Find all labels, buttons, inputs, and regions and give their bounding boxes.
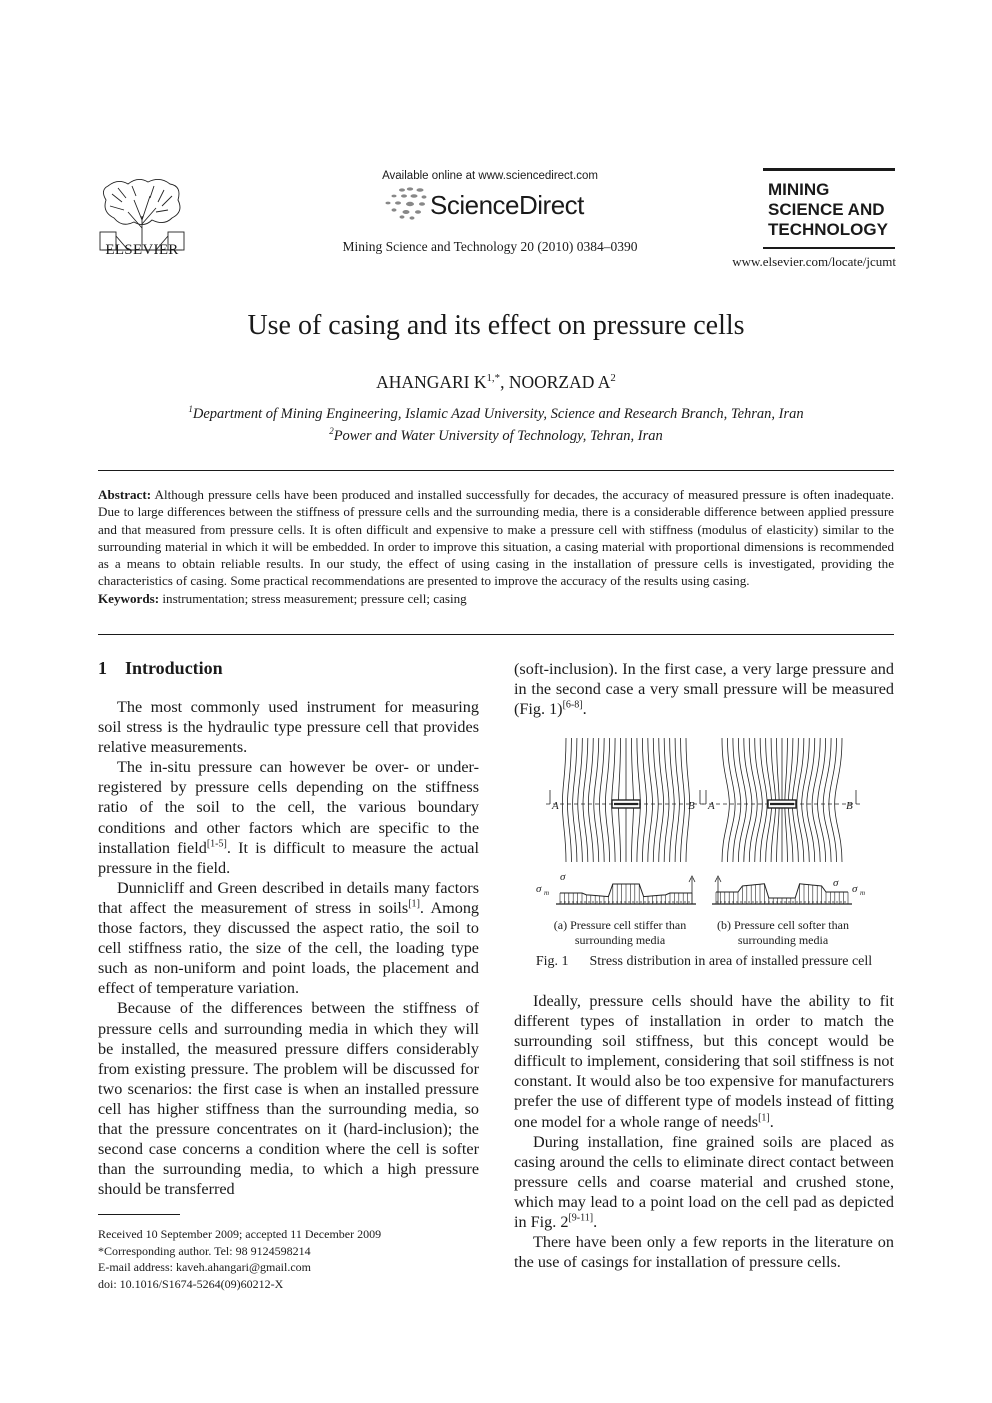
- stress-line: [594, 738, 599, 862]
- available-online-text: Available online at www.sciencedirect.com: [382, 170, 598, 182]
- author-2-sup: 2: [610, 372, 616, 385]
- paragraph: The most commonly used instrument for measuring soil stress is the hydraulic type pressure cell that provides relative measurements.: [98, 698, 479, 757]
- stress-line: [681, 738, 685, 862]
- sciencedirect-wordmark: ScienceDirect: [430, 190, 584, 220]
- paragraph: During installation, fine grained soils are placed as casing around the cells to eliminate direct contact between pressure cells and coarse material and crushed stone, which may lead to a point load on the cell pad as depicted in Fig. 2[9-11].: [514, 1132, 894, 1232]
- stress-line: [562, 738, 566, 862]
- section-heading: 1 Introduction: [98, 658, 223, 678]
- publisher-name: ELSEVIER: [105, 242, 179, 258]
- paragraph: Because of the differences between the stiffness of pressure cells and surrounding media in which they will be installed, the measured pressure differs considerably from existing pressure. The problem will be discussed for two scenarios: the first case is when an installed pressure cell has higher stiffness than the surrounding media, so that the pressure concentrates on it (hard-inclusion); the second case concerns a condition where the cell is softer than the surrounding media, to which a high pressure should be transferred: [98, 999, 479, 1199]
- stress-line: [642, 738, 646, 862]
- stress-line: [583, 738, 588, 862]
- author-2: , NOORZAD A: [500, 372, 611, 392]
- paragraph: The in-situ pressure can however be over- or under-registered by pressure cells depending on the stiffness ratio of the soil to the cell, the various boundary conditions and other factors which are specific to the installation field[1-5]. It is difficult to measure the actual pressure in the field.: [98, 758, 479, 877]
- stress-line: [573, 738, 577, 862]
- figure-1-diagram: [530, 734, 880, 910]
- stress-line: [648, 738, 653, 862]
- sigma-m-subscript: m: [860, 889, 866, 897]
- author-1-sup: 1,*: [486, 372, 501, 385]
- keywords-text: instrumentation; stress measurement; pressure cell; casing: [159, 590, 467, 606]
- abstract-bottom-rule: [98, 634, 894, 635]
- stress-line: [599, 738, 604, 862]
- affiliation-2: $^2$Power and Water University of Technology, Tehran, Iran: [329, 426, 663, 444]
- right-column-top: [514, 659, 894, 719]
- sigma-label: σ: [560, 871, 566, 883]
- right-column-bottom: [514, 991, 894, 1272]
- journal-name-line-3: TECHNOLOGY: [768, 220, 888, 239]
- abstract-text: Although pressure cells have been produced and installed successfully for decades, the accuracy of measured pressure is often inadequate. Due to large differences between the stiffness of pressure cells and the surrounding media, there is a considerable difference between applied pressure and that measured from pressure cells. It is often difficult and expensive to make a pressure cell with stiffness (modulus of elasticity) similar to the surrounding material in which it will be embedded. In order to improve this situation, a casing material with proportional dimensions is recommended as a means to obtain reliable results. In our study, the effect of using casing in the installation of pressure cells is investigated, providing the characteristics of casing. Some practical recommendations are presented to improve the accuracy of the results using casing.: [98, 487, 894, 589]
- abstract-label: Abstract:: [98, 487, 152, 502]
- section-label-a: A: [552, 800, 559, 812]
- sigma-m-label: σ: [536, 883, 542, 895]
- paragraph: Ideally, pressure cells should have the ability to fit different types of installation in order to match the surrounding soil stiffness, but this concept would be difficult to implement, considering that soil stiffness is not constant. It would also be too expensive for manufacturers prefer the use of different type of models instead of fitting one model for a whole range of needs[1].: [514, 992, 894, 1131]
- stress-line: [664, 738, 669, 862]
- journal-url: www.elsevier.com/locate/jcumt: [732, 254, 896, 269]
- sigma-label: σ: [833, 877, 839, 889]
- panel-a: [546, 738, 706, 904]
- stress-line: [567, 738, 571, 862]
- stress-profile: [716, 884, 848, 898]
- author-1: AHANGARI K: [376, 372, 487, 392]
- paragraph: There have been only a few reports in the literature on the use of casings for installation of pressure cells.: [514, 1233, 894, 1272]
- stress-line: [605, 738, 609, 862]
- journal-name-line-2: SCIENCE AND: [768, 200, 885, 219]
- doi: doi: 10.1016/S1674-5264(09)60212-X: [98, 1276, 284, 1291]
- email-address: E-mail address: kaveh.ahangari@gmail.com: [98, 1260, 311, 1274]
- sigma-m-label: σ: [852, 883, 858, 895]
- figure-1b-caption: (b) Pressure cell softer than surrounding media: [717, 918, 849, 947]
- corresponding-author: *Corresponding author. Tel: 98 9124598214: [98, 1243, 311, 1258]
- stress-line: [659, 738, 664, 862]
- section-label-a: A: [708, 800, 715, 812]
- left-column: [98, 697, 479, 1199]
- abstract: [98, 486, 894, 607]
- figure-1-caption: Fig. 1 Stress distribution in area of installed pressure cell: [535, 954, 873, 969]
- journal-reference: Mining Science and Technology 20 (2010) 0384–0390: [342, 239, 638, 254]
- keywords-label: Keywords:: [98, 590, 160, 606]
- received-date: Received 10 September 2009; accepted 11 December 2009: [98, 1227, 382, 1241]
- paragraph: (soft-inclusion). In the first case, a very large pressure and in the second case a very small pressure will be measured (Fig. 1)[6-8].: [514, 660, 894, 719]
- stress-line: [675, 738, 679, 862]
- stress-line: [653, 738, 658, 862]
- section-label-b: B: [688, 800, 695, 812]
- paragraph: Dunnicliff and Green described in details many factors that affect the measurement of stress in soils[1]. Among those factors, they discussed the aspect ratio, the soil to cell stiffness ratio, the size of the cell, the loading type such as non-uniform and point loads, the placement and effect of temperature variation.: [98, 878, 480, 998]
- sigma-m-subscript: m: [544, 889, 550, 897]
- section-label-b: B: [846, 800, 853, 812]
- abstract-top-rule: [98, 470, 894, 471]
- affiliation-1: $^1$Department of Mining Engineering, Islamic Azad University, Science and Research Branch, Tehran, Iran: [188, 404, 804, 422]
- stress-line: [670, 738, 675, 862]
- footnote-rule: [98, 1214, 180, 1215]
- sciencedirect-dots-icon: [384, 186, 428, 220]
- stress-line: [588, 738, 593, 862]
- stress-line: [578, 738, 583, 862]
- article-title: Use of casing and its effect on pressure cells: [247, 310, 745, 341]
- figure-1a-caption: (a) Pressure cell stiffer than surrounding media: [553, 918, 687, 947]
- author-list: [0, 372, 992, 393]
- journal-name-line-1: MINING: [768, 180, 830, 199]
- footnotes: [98, 1226, 381, 1292]
